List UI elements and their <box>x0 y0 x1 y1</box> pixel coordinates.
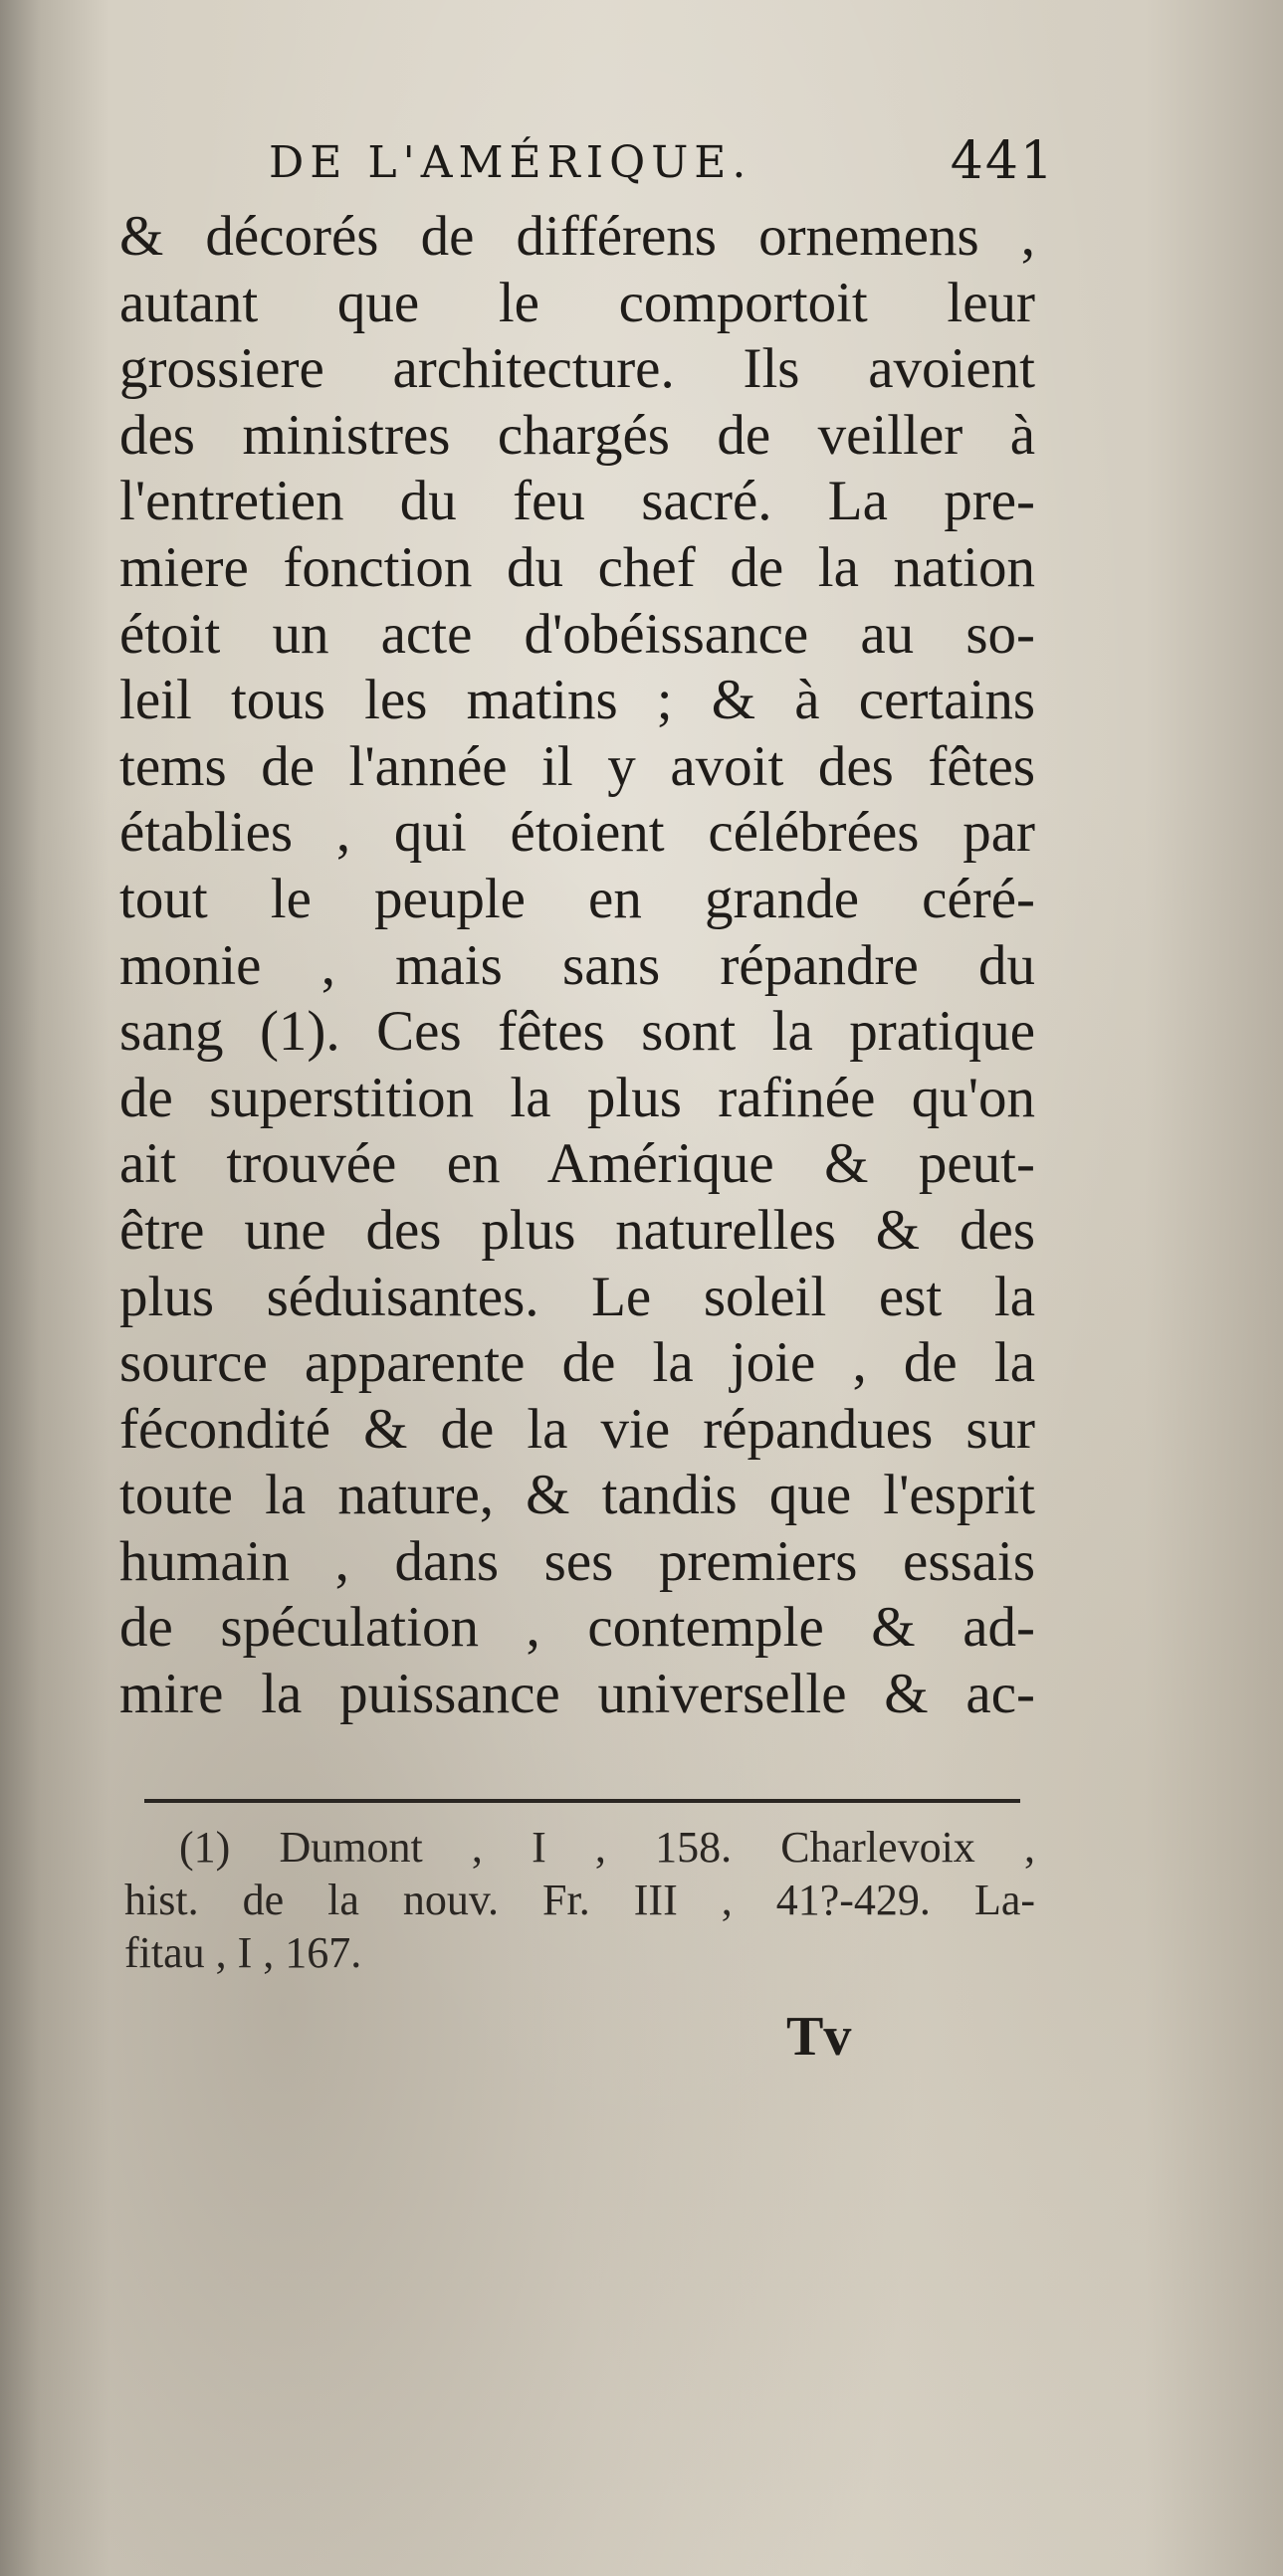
body-text <box>119 204 1035 1728</box>
body-line: être une des plus naturelles & des <box>119 1198 1035 1262</box>
running-title: DE L'AMÉRIQUE. <box>269 137 752 188</box>
body-line: tout le peuple en grande céré- <box>119 867 1035 930</box>
body-line: des ministres chargés de veiller à <box>119 403 1035 467</box>
catchword: Tv <box>786 2006 852 2068</box>
footnote-line: fitau , I , 167. <box>124 1928 362 1977</box>
body-line: autant que le comportoit leur <box>119 271 1035 334</box>
footnote-rule <box>144 1799 1020 1803</box>
footnote <box>124 1821 1035 1979</box>
running-head <box>269 129 1055 199</box>
body-line: & décorés de différens ornemens , <box>119 205 1035 268</box>
body-line: sang (1). Ces fêtes sont la pratique <box>119 1000 1035 1064</box>
body-line: ait trouvée en Amérique & peut- <box>119 1132 1035 1196</box>
body-line: leil tous les matins ; & à certains <box>119 669 1035 732</box>
footnote-line: (1) Dumont , I , 158. Charlevoix , <box>179 1823 1035 1872</box>
body-line: toute la nature, & tandis que l'esprit <box>119 1464 1035 1527</box>
body-line: humain , dans ses premiers essais <box>119 1529 1035 1593</box>
body-line: monie , mais sans répandre du <box>119 933 1035 997</box>
body-line: plus séduisantes. Le soleil est la <box>119 1265 1035 1328</box>
body-line: de spéculation , contemple & ad- <box>119 1596 1035 1660</box>
body-line: tems de l'année il y avoit des fêtes <box>119 734 1035 798</box>
body-line: étoit un acte d'obéissance au so- <box>119 602 1035 666</box>
body-line: établies , qui étoient célébrées par <box>119 801 1035 865</box>
body-line: l'entretien du feu sacré. La pre- <box>119 470 1035 533</box>
body-line: grossiere architecture. Ils avoient <box>119 337 1035 401</box>
body-line: source apparente de la joie , de la <box>119 1331 1035 1395</box>
body-line: fécondité & de la vie répandues sur <box>119 1397 1035 1461</box>
body-line: de superstition la plus rafinée qu'on <box>119 1066 1035 1129</box>
page-number: 441 <box>950 131 1055 191</box>
body-line: mire la puissance universelle & ac- <box>119 1663 1035 1726</box>
footnote-line: hist. de la nouv. Fr. III , 41?-429. La- <box>124 1876 1035 1924</box>
body-line: miere fonction du chef de la nation <box>119 535 1035 599</box>
